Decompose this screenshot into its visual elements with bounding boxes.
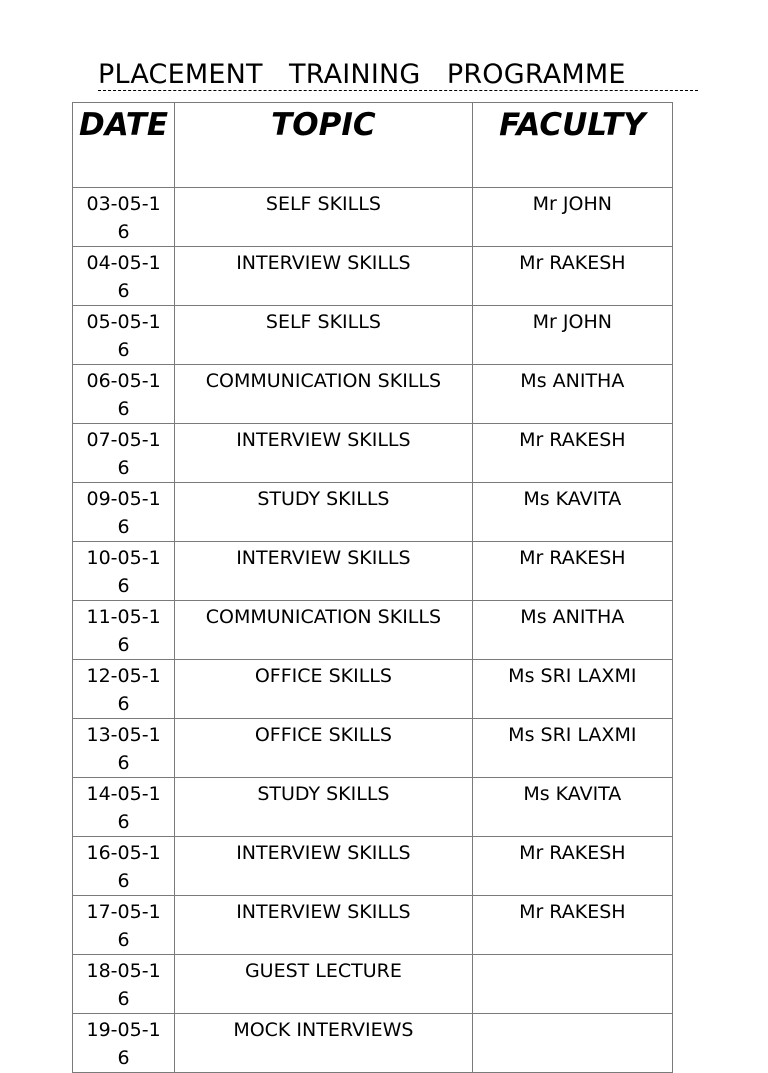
table-row [73, 660, 673, 719]
table-body [73, 188, 673, 1073]
table-row [73, 247, 673, 306]
cell-topic: GUEST LECTURE [175, 955, 472, 1014]
cell-date [73, 306, 175, 365]
date-text: 19-05-16 [86, 1019, 161, 1069]
cell-date [73, 483, 175, 542]
page-title: PLACEMENT TRAINING PROGRAMME [98, 58, 698, 91]
cell-faculty: Mr RAKESH [472, 837, 672, 896]
table-row [73, 306, 673, 365]
cell-topic: STUDY SKILLS [175, 483, 472, 542]
cell-faculty [472, 1014, 672, 1073]
cell-topic: INTERVIEW SKILLS [175, 896, 472, 955]
date-text: 04-05-16 [86, 252, 161, 302]
header-date [73, 103, 175, 188]
cell-topic: COMMUNICATION SKILLS [175, 365, 472, 424]
date-text: 03-05-16 [86, 193, 161, 243]
cell-date [73, 365, 175, 424]
schedule-table [72, 102, 673, 1073]
cell-date [73, 896, 175, 955]
cell-date [73, 837, 175, 896]
cell-faculty: Ms KAVITA [472, 778, 672, 837]
cell-topic: OFFICE SKILLS [175, 719, 472, 778]
cell-faculty: Ms SRI LAXMI [472, 719, 672, 778]
cell-date [73, 601, 175, 660]
header-faculty-label: FACULTY [499, 107, 646, 143]
cell-date [73, 719, 175, 778]
date-text: 10-05-16 [86, 547, 161, 597]
cell-faculty: Mr RAKESH [472, 896, 672, 955]
cell-date [73, 542, 175, 601]
table-row [73, 896, 673, 955]
cell-topic: INTERVIEW SKILLS [175, 837, 472, 896]
table-row [73, 778, 673, 837]
table-row [73, 955, 673, 1014]
cell-date [73, 660, 175, 719]
header-faculty [472, 103, 672, 188]
table-row [73, 424, 673, 483]
cell-topic: INTERVIEW SKILLS [175, 424, 472, 483]
cell-date [73, 778, 175, 837]
table-header [73, 103, 673, 188]
cell-faculty: Mr RAKESH [472, 424, 672, 483]
cell-faculty: Mr JOHN [472, 306, 672, 365]
cell-date [73, 188, 175, 247]
cell-date [73, 955, 175, 1014]
cell-faculty: Mr JOHN [472, 188, 672, 247]
cell-faculty: Ms ANITHA [472, 365, 672, 424]
table-row [73, 542, 673, 601]
date-text: 07-05-16 [86, 429, 161, 479]
cell-faculty: Mr RAKESH [472, 542, 672, 601]
cell-topic: MOCK INTERVIEWS [175, 1014, 472, 1073]
header-topic-label: TOPIC [271, 107, 376, 143]
cell-faculty [472, 955, 672, 1014]
header-row [73, 103, 673, 188]
table-row [73, 365, 673, 424]
cell-date [73, 1014, 175, 1073]
cell-topic: OFFICE SKILLS [175, 660, 472, 719]
date-text: 12-05-16 [86, 665, 161, 715]
date-text: 06-05-16 [86, 370, 161, 420]
date-text: 05-05-16 [86, 311, 161, 361]
cell-topic: INTERVIEW SKILLS [175, 247, 472, 306]
cell-date [73, 247, 175, 306]
cell-faculty: Mr RAKESH [472, 247, 672, 306]
date-text: 18-05-16 [86, 960, 161, 1010]
cell-topic: COMMUNICATION SKILLS [175, 601, 472, 660]
date-text: 16-05-16 [86, 842, 161, 892]
date-text: 14-05-16 [86, 783, 161, 833]
cell-faculty: Ms ANITHA [472, 601, 672, 660]
table-row [73, 719, 673, 778]
table-row [73, 837, 673, 896]
cell-faculty: Ms SRI LAXMI [472, 660, 672, 719]
table-row [73, 1014, 673, 1073]
table-row [73, 601, 673, 660]
cell-topic: SELF SKILLS [175, 188, 472, 247]
date-text: 17-05-16 [86, 901, 161, 951]
date-text: 13-05-16 [86, 724, 161, 774]
table-row [73, 188, 673, 247]
cell-faculty: Ms KAVITA [472, 483, 672, 542]
header-date-label: DATE [79, 107, 169, 143]
date-text: 09-05-16 [86, 488, 161, 538]
cell-topic: INTERVIEW SKILLS [175, 542, 472, 601]
header-topic [175, 103, 472, 188]
cell-topic: SELF SKILLS [175, 306, 472, 365]
cell-date [73, 424, 175, 483]
cell-topic: STUDY SKILLS [175, 778, 472, 837]
date-text: 11-05-16 [86, 606, 161, 656]
table-row [73, 483, 673, 542]
